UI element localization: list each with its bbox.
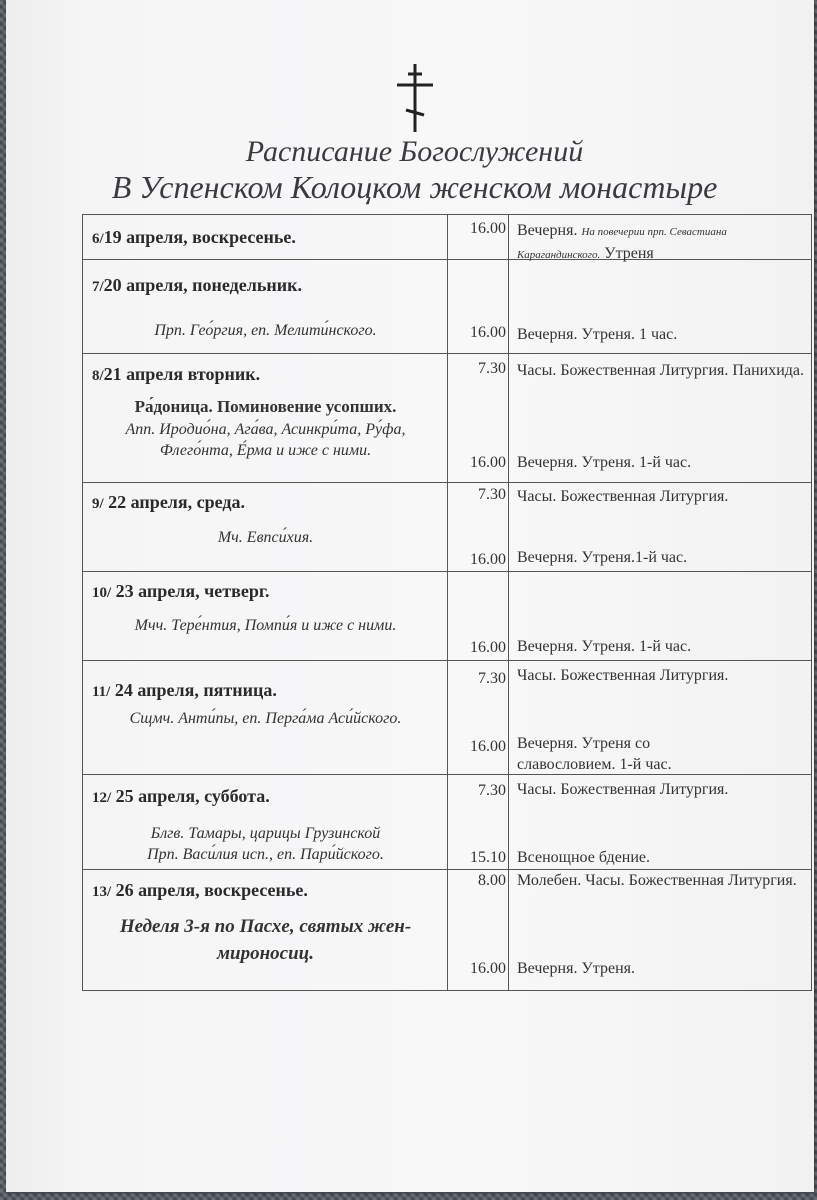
service-time: 7.30 [478, 670, 506, 687]
service-time: 16.00 [470, 551, 506, 568]
feast-title: Ра́доница. Поминовение усопших. [134, 397, 397, 416]
saint-commemoration: Мчч. Тере́нтия, Помпи́я и иже с ними. [134, 617, 397, 634]
saint-commemoration: Блгв. Тамары, царицы Грузинской [150, 825, 381, 842]
day-date: 8/21 апреля вторник. [92, 364, 261, 384]
service-time: 16.00 [470, 960, 506, 977]
service-list: Вечерня. Утреня. 1-й час. [517, 454, 692, 471]
service-list: Вечерня. Утреня.1-й час. [517, 549, 688, 566]
service-list: Вечерня. Утреня. [517, 960, 635, 977]
service-time: 7.30 [478, 486, 506, 503]
table-row [83, 260, 812, 354]
day-date: 12/ 25 апреля, суббота. [92, 786, 270, 806]
table-row [83, 775, 812, 870]
table-row [83, 354, 812, 483]
service-time: 7.30 [478, 360, 506, 377]
table-row [83, 870, 812, 991]
service-time: 16.00 [470, 738, 506, 755]
page-title: Расписание Богослужений [245, 135, 584, 168]
day-date: 7/20 апреля, понедельник. [92, 275, 302, 295]
feast-title: Неделя 3-я по Пасхе, святых жен- [119, 916, 412, 937]
day-date: 6/19 апреля, воскресенье. [92, 227, 296, 247]
feast-title: мироносиц. [217, 943, 314, 964]
saint-commemoration: Сщмч. Анти́пы, еп. Перга́ма Аси́йского. [129, 710, 402, 727]
page-subtitle: В Успенском Колоцком женском монастыре [111, 169, 718, 205]
service-list: Вечерня. На повечерии прп. Севастиана Карагандинского. Утреня [517, 222, 727, 262]
day-date: 9/ 22 апреля, среда. [92, 492, 245, 512]
schedule-table [82, 214, 812, 991]
day-date: 10/ 23 апреля, четверг. [92, 581, 270, 601]
table-row [83, 215, 812, 260]
service-list: Часы. Божественная Литургия. [517, 781, 729, 798]
service-list: Часы. Божественная Литургия. [517, 488, 729, 505]
table-row [83, 572, 812, 661]
saint-commemoration: Флего́нта, Е́рма и иже с ними. [159, 442, 372, 459]
saint-commemoration: Прп. Гео́ргия, еп. Мелити́нского. [154, 322, 377, 339]
service-time: 16.00 [470, 220, 506, 237]
schedule-sheet [6, 0, 814, 1192]
service-list: Вечерня. Утреня. 1 час. [517, 326, 678, 343]
service-time: 7.30 [478, 782, 506, 799]
service-time: 8.00 [478, 872, 506, 889]
saint-commemoration: Апп. Иродио́на, Ага́ва, Асинкри́та, Ру́фа, [125, 421, 406, 438]
service-time: 15.10 [470, 849, 506, 866]
service-time: 16.00 [470, 454, 506, 471]
service-list: Вечерня. Утреня. 1-й час. [517, 638, 692, 655]
service-time: 16.00 [470, 639, 506, 656]
day-date: 11/ 24 апреля, пятница. [92, 680, 277, 700]
service-list: Часы. Божественная Литургия. [517, 667, 729, 684]
saint-commemoration: Прп. Васи́лия исп., еп. Пари́йского. [147, 846, 384, 863]
service-list: Молебен. Часы. Божественная Литургия. [517, 872, 797, 889]
service-list: Часы. Божественная Литургия. Панихида. [517, 362, 804, 379]
orthodox-cross-icon [393, 64, 437, 132]
table-row [83, 483, 812, 572]
service-list: Всенощное бдение. [517, 849, 651, 866]
table-row [83, 661, 812, 775]
service-list: Вечерня. Утреня со славословием. 1-й час. [517, 735, 672, 773]
day-date: 13/ 26 апреля, воскресенье. [92, 880, 308, 900]
service-time: 16.00 [470, 324, 506, 341]
saint-commemoration: Мч. Евпси́хия. [217, 529, 314, 546]
